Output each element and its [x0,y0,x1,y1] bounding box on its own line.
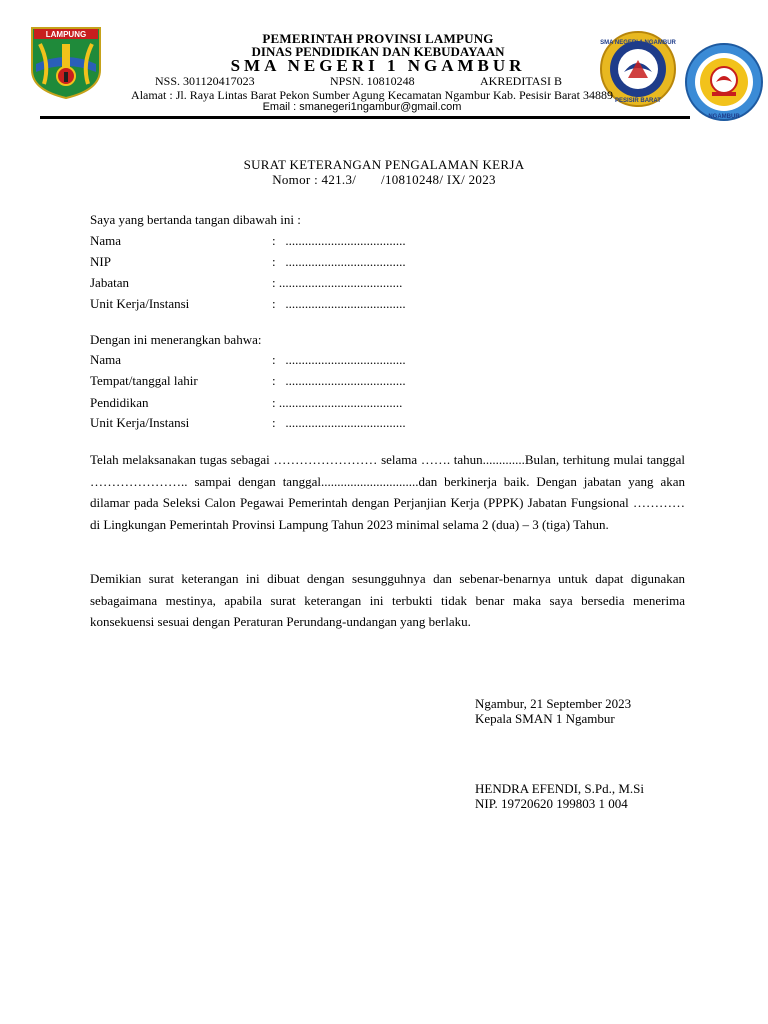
intro2-label: Dengan ini menerangkan bahwa: [90,332,262,347]
field-value: : ..................................... [272,415,406,430]
signer-position: Kepala SMAN 1 Ngambur [475,711,615,726]
header-school-name: SMA NEGERI 1 NGAMBUR [230,56,526,75]
header-divider [40,116,690,119]
field-value: : ...................................... [272,395,403,410]
field-label: Unit Kerja/Instansi [90,296,190,311]
header-address: Alamat : Jl. Raya Lintas Barat Pekon Sumber Agung Kecamatan Ngambur Kab. Pesisir Barat 34889 [131,88,613,102]
field-value: : ..................................... [272,254,406,269]
field-label: Nama [90,352,122,367]
letter-title: SURAT KETERANGAN PENGALAMAN KERJA [243,157,525,172]
header-email: Email : smanegeri1ngambur@gmail.com [262,101,462,113]
field-label: Jabatan [90,275,129,290]
field-label: Pendidikan [90,395,149,410]
header-npsn: NPSN. 10810248 [330,74,415,88]
body-paragraph-1: Telah melaksanakan tugas sebagai …………………… selama ……. tahun.............Bulan, terhitung mulai tanggal ………………….. sampai dengan tanggal..............................dan berkinerja baik. Dengan jabatan yang akan dilamar pada Seleksi Calon Pegawai Pemerintah dengan Perjanjian Kerja (PPPK) Jabatan Fungsional ………… di Lingkungan Pemerintah Provinsi Lampung Tahun 2023 minimal selama 2 (dua) – 3 (tiga) Tahun. [90,452,685,532]
intro-label: Saya yang bertanda tangan dibawah ini : [90,212,301,227]
svg-text:PESISIR BARAT: PESISIR BARAT [615,98,661,104]
field-label: Tempat/tanggal lahir [90,373,198,388]
header-government-line: PEMERINTAH PROVINSI LAMPUNG [262,31,494,46]
field-value: : ..................................... [272,296,406,311]
field-label: Unit Kerja/Instansi [90,415,190,430]
header-akreditasi: AKREDITASI B [480,74,563,88]
body-paragraph-2: Demikian surat keterangan ini dibuat dengan sesungguhnya dan sebenar-benarnya untuk dapat digunakan sebagaimana mestinya, apabila surat keterangan ini terbukti tidak benar maka saya bersedia menerima konsekuensi sesuai dengan Peraturan Perundang-undangan yang berlaku. [90,571,685,629]
field-label: NIP [90,254,111,269]
svg-text:SMA NEGERI 1 NGAMBUR: SMA NEGERI 1 NGAMBUR [600,40,676,46]
signer-name: HENDRA EFENDI, S.Pd., M.Si [475,781,645,796]
signer-nip: NIP. 19720620 199803 1 004 [475,796,628,811]
svg-text:LAMPUNG: LAMPUNG [45,30,87,39]
svg-text:NGAMBUR: NGAMBUR [708,114,740,120]
field-value: : ..................................... [272,233,406,248]
header-nss: NSS. 301120417023 [155,74,255,88]
place-date: Ngambur, 21 September 2023 [475,696,632,711]
letter-number: Nomor : 421.3/ /10810248/ IX/ 2023 [272,172,496,187]
field-value: : ..................................... [272,352,406,367]
field-value: : ...................................... [272,275,403,290]
header-department-line: DINAS PENDIDIKAN DAN KEBUDAYAAN [251,44,505,59]
field-value: : ..................................... [272,373,406,388]
field-label: Nama [90,233,122,248]
